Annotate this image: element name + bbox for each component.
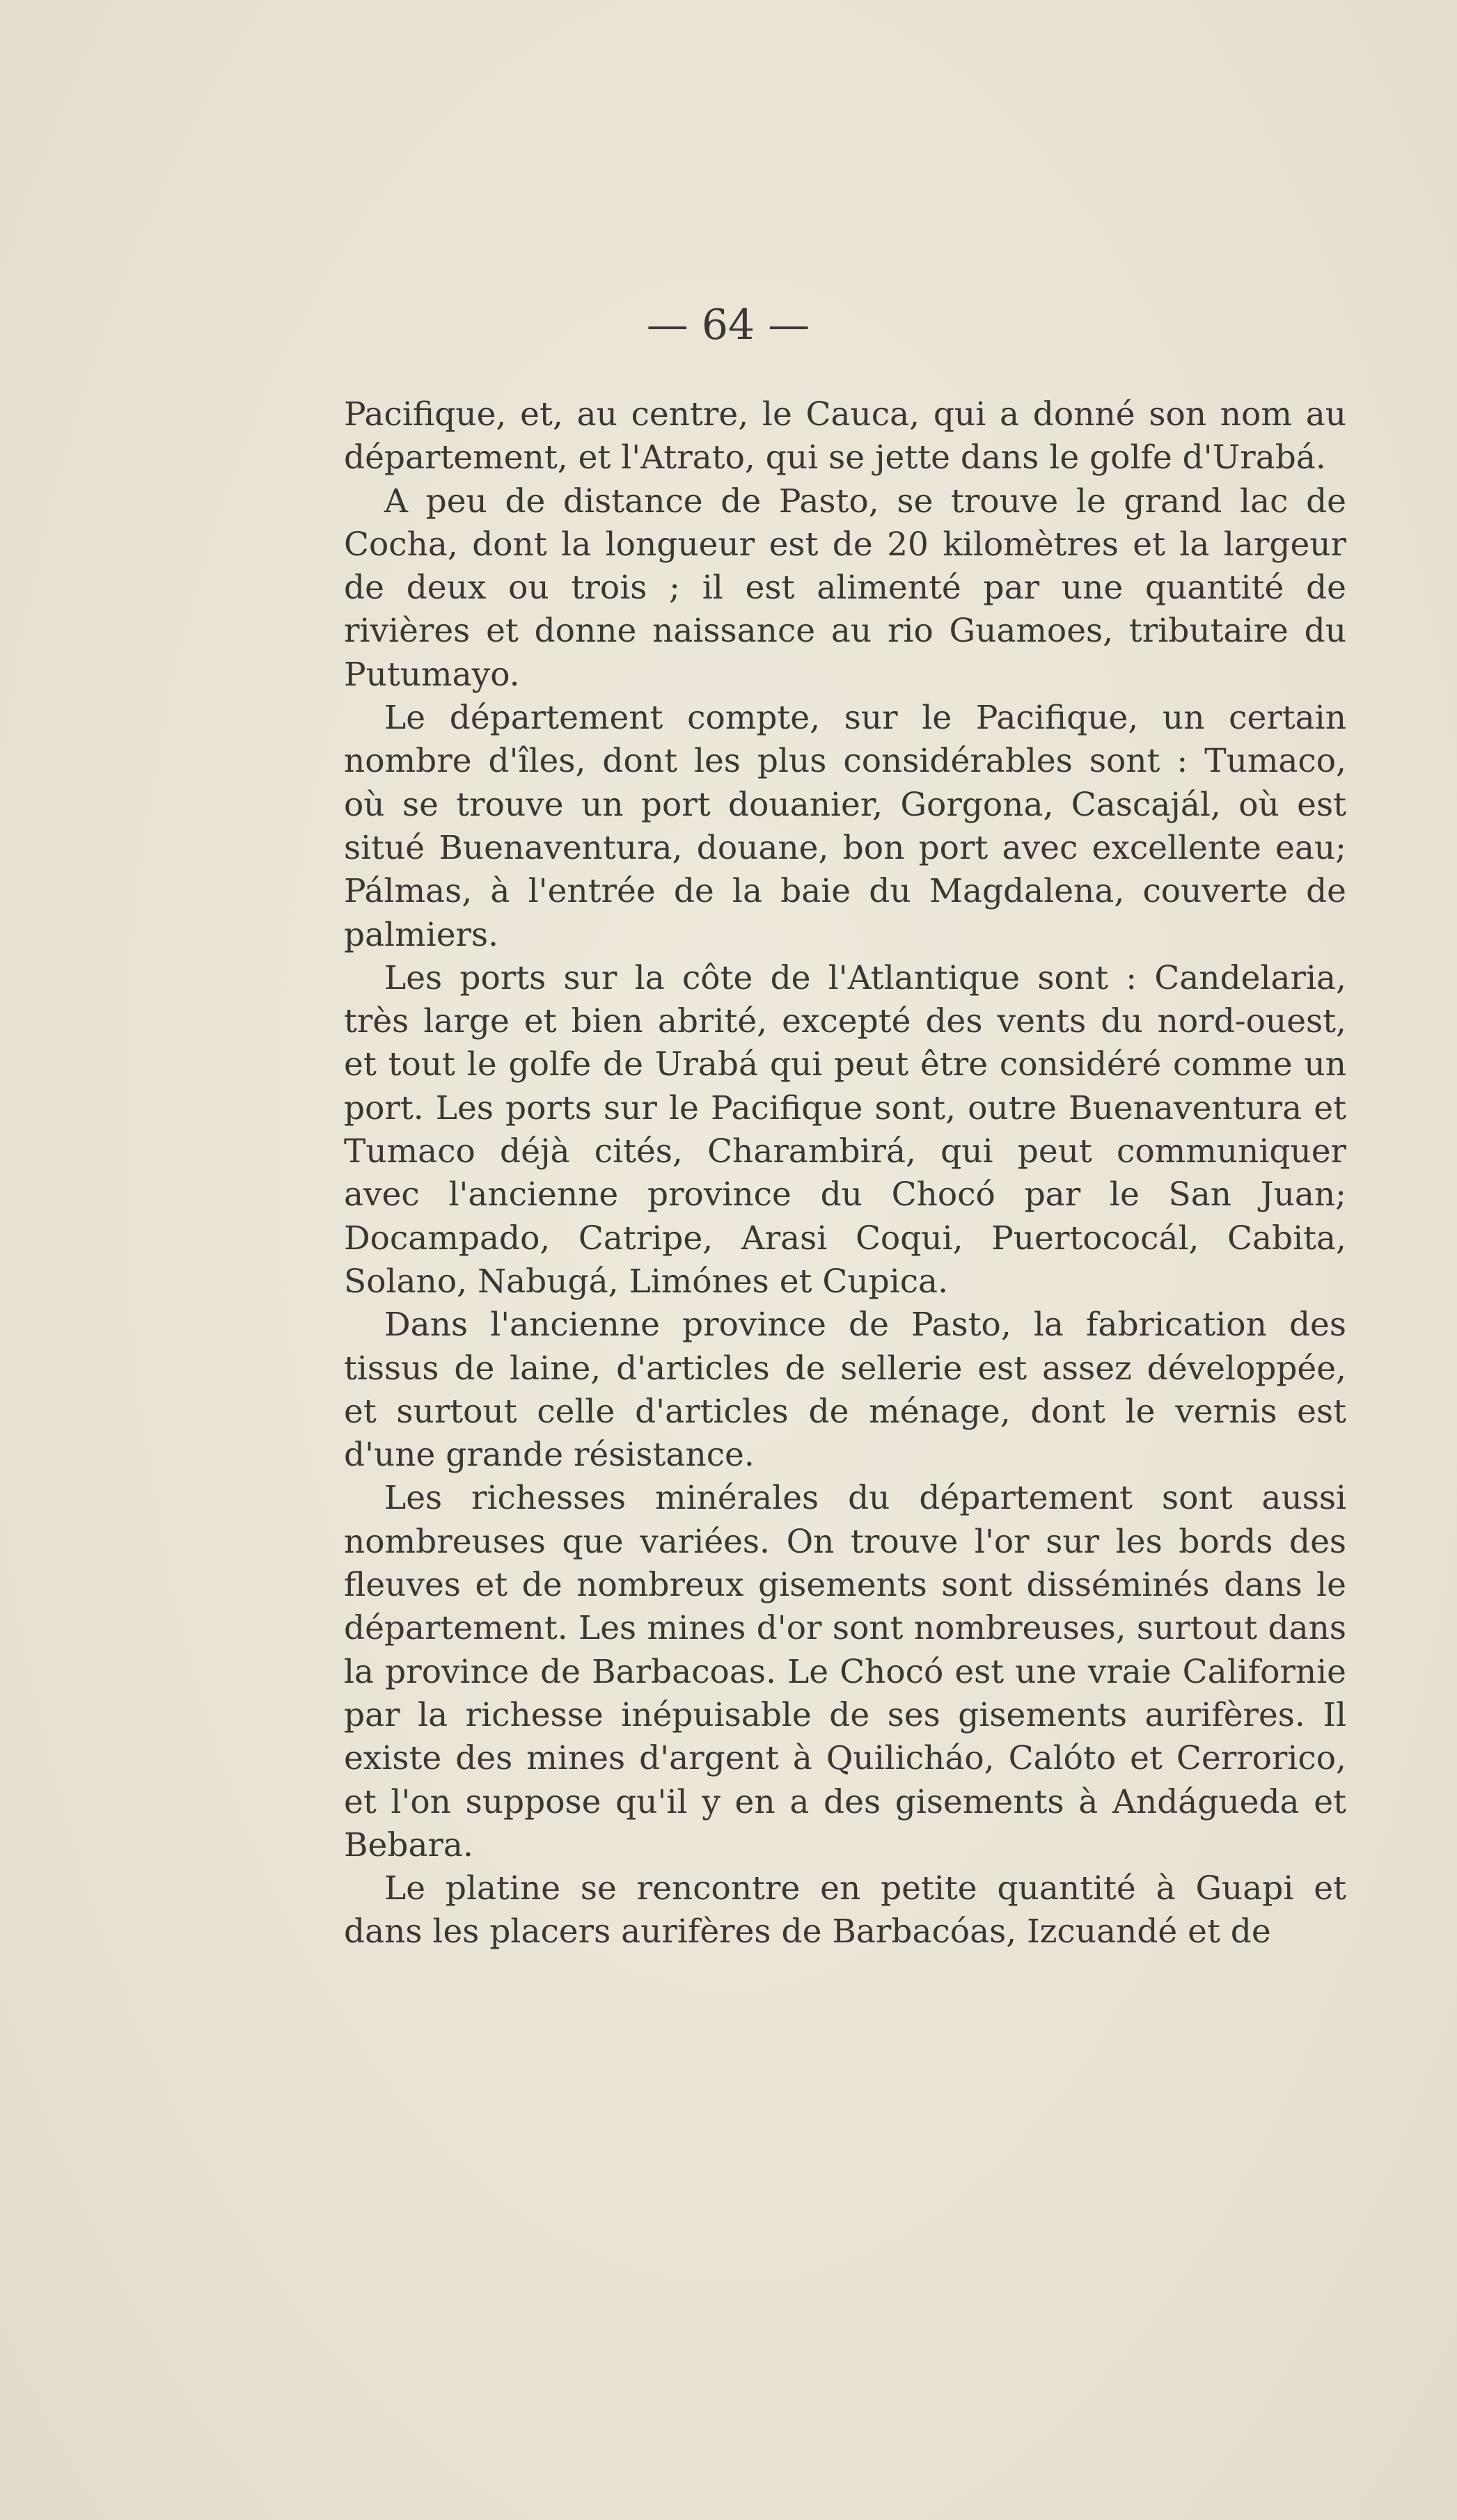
paragraph-2: A peu de distance de Pasto, se trouve le grand lac de Cocha, dont la longueur est de 20 kilomètres et la largeur de deux ou trois ; il est alimenté par une quantité de rivières et donne naissance au rio Guamoes, tributaire du Putumayo. [344,482,1346,694]
paragraph-7: Le platine se rencontre en petite quantité à Guapi et dans les placers aurifères de Barbacóas, Izcuandé et de [344,1869,1346,1951]
paragraph-1: Pacifique, et, au centre, le Cauca, qui a donné son nom au département, et l'Atrato, qui se jette dans le golfe d'Urabá. [344,395,1346,477]
page-number: — 64 — [646,301,810,349]
paragraph-5: Dans l'ancienne province de Pasto, la fabrication des tissus de laine, d'articles de sellerie est assez développée, et surtout celle d'articles de ménage, dont le vernis est d'une grande résistance. [344,1306,1346,1475]
paragraph-3: Le département compte, sur le Pacifique, un certain nombre d'îles, dont les plus considérables sont : Tumaco, où se trouve un port douanier, Gorgona, Cascajál, où est situé Buenaventura, douane, bon port avec excellente eau; Pálmas, à l'entrée de la baie du Magdalena, couverte de palmiers. [344,699,1346,954]
paragraph-4: Les ports sur la côte de l'Atlantique sont : Candelaria, très large et bien abrité, excepté des vents du nord-ouest, et tout le golfe de Urabá qui peut être considéré comme un port. Les ports sur le Pacifique sont, outre Buenaventura et Tumaco déjà cités, Charambirá, qui peut communiquer avec l'ancienne province du Chocó par le San Juan; Docampado, Catripe, Arasi Coqui, Puertococál, Cabita, Solano, Nabugá, Limónes et Cupica. [344,958,1346,1301]
paragraph-6: Les richesses minérales du département sont aussi nombreuses que variées. On trouve l'or sur les bords des fleuves et de nombreux gisements sont disséminés dans le département. Les mines d'or sont nombreuses, surtout dans la province de Barbacoas. Le Chocó est une vraie Californie par la richesse inépuisable de ses gisements aurifères. Il existe des mines d'argent à Quilicháo, Calóto et Cerrorico, et l'on suppose qu'il y en a des gisements à Andágueda et Bebara. [344,1479,1346,1864]
body-text [344,393,1346,1954]
